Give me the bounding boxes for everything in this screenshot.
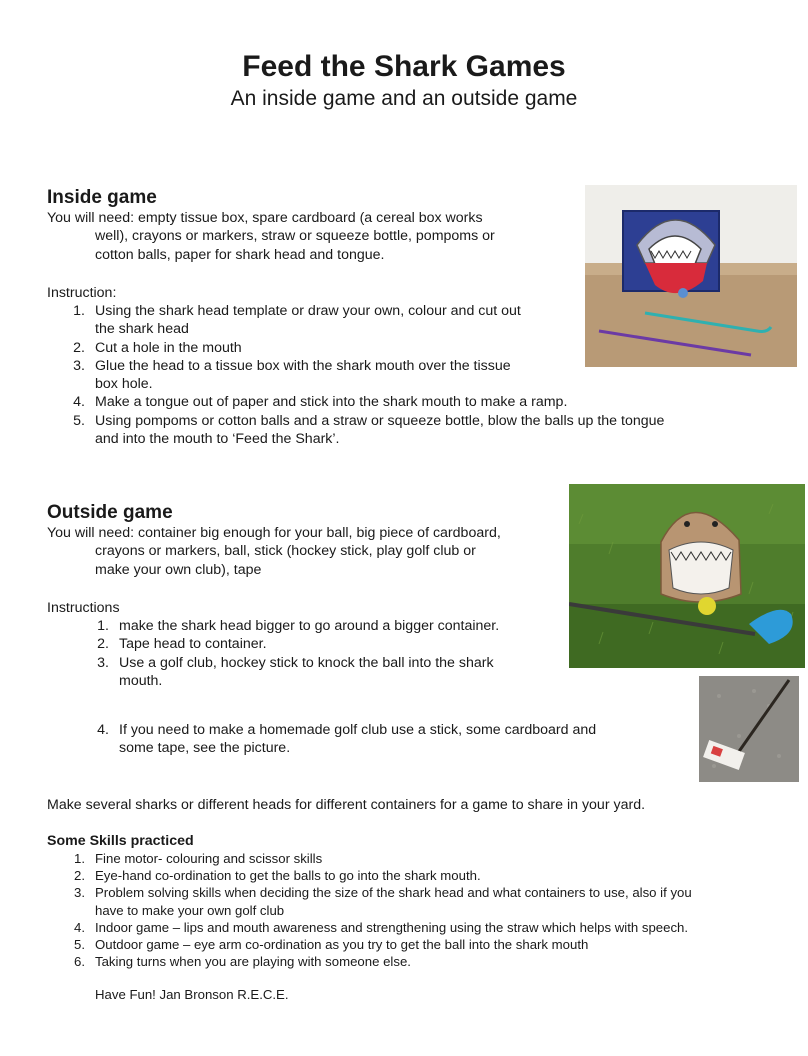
page-title: Feed the Shark Games	[242, 50, 566, 83]
homemade-golf-club-photo	[699, 676, 799, 782]
list-item: 2. Cut a hole in the mouth	[73, 339, 242, 356]
outside-need-line-1: You will need: container big enough for your ball, big piece of cardboard,	[47, 525, 501, 541]
inside-heading: Inside game	[47, 187, 157, 208]
inside-need-line-2: well), crayons or markers, straw or squeeze bottle, pompoms or	[95, 228, 495, 245]
outside-heading: Outside game	[47, 502, 173, 523]
list-item: 5. Outdoor game – eye arm co-ordination as you try to get the ball into the shark mouth	[74, 937, 589, 953]
signoff: Have Fun! Jan Bronson R.E.C.E.	[95, 987, 289, 1002]
list-item: 4. Make a tongue out of paper and stick into the shark mouth to make a ramp.	[73, 394, 568, 411]
inside-need-line-3: cotton balls, paper for shark head and tongue.	[95, 246, 385, 263]
list-item: 1. Using the shark head template or draw your own, colour and cut out the shark head	[73, 303, 521, 338]
list-item: 6. Taking turns when you are playing with someone else.	[74, 954, 411, 970]
list-item: 4. Indoor game – lips and mouth awareness and strengthening using the straw which helps with speech.	[74, 919, 689, 935]
outside-instruction-label: Instructions	[47, 600, 120, 616]
skills-list	[47, 850, 787, 970]
list-item: 2. Eye-hand co-ordination to get the balls to go into the shark mouth.	[74, 868, 481, 884]
list-item: 5. Using pompoms or cotton balls and a straw or squeeze bottle, blow the balls up the tongue and into the mouth to ‘Feed the Shark’.	[73, 412, 665, 448]
outside-need-line-3: make your own club), tape	[95, 561, 262, 578]
list-item: 3. Use a golf club, hockey stick to knock the ball into the shark mouth.	[97, 654, 494, 689]
page-subtitle: An inside game and an outside game	[230, 87, 578, 110]
outside-need-line-2: crayons or markers, ball, stick (hockey stick, play golf club or	[95, 543, 476, 560]
inside-need-line-1: You will need: empty tissue box, spare cardboard (a cereal box works	[47, 210, 483, 226]
inside-needs	[47, 209, 587, 264]
inside-instruction-label: Instruction:	[47, 285, 117, 301]
outside-steps	[71, 617, 591, 690]
list-item: 3. Glue the head to a tissue box with the shark mouth over the tissue box hole.	[73, 357, 511, 393]
list-item: 4. If you need to make a homemade golf club use a stick, some cardboard and some tape, see the picture.	[97, 722, 597, 757]
list-item: 3. Problem solving skills when deciding the size of the shark head and what containers to use, also if you have to make your own golf club	[74, 885, 692, 918]
list-item: 1. Fine motor- colouring and scissor skills	[74, 851, 323, 866]
skills-heading: Some Skills practiced	[47, 833, 194, 849]
outside-needs	[47, 524, 567, 579]
outside-step-4	[71, 721, 671, 758]
shark-tissue-box-photo	[585, 185, 797, 367]
list-item: 2. Tape head to container.	[97, 636, 267, 653]
list-item: 1. make the shark head bigger to go around a bigger container.	[97, 618, 500, 634]
closing-line: Make several sharks or different heads for different containers for a game to share in your yard.	[47, 797, 646, 813]
shark-container-grass-photo	[569, 484, 805, 668]
